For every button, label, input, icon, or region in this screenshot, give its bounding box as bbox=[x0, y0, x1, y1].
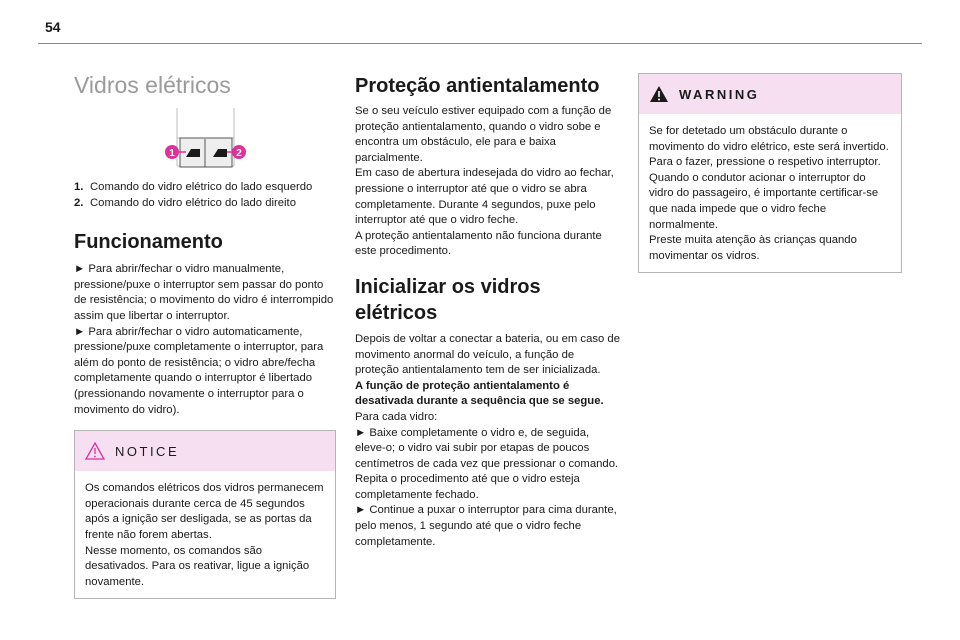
list-item bbox=[74, 180, 336, 196]
warning-paragraph-2: Quando o condutor acionar o interruptor do vidro do passageiro, é importante certificar-se que nada impede que o vidro feche normalmente. bbox=[649, 171, 879, 231]
callout-1-label: 1 bbox=[169, 148, 175, 159]
funcionamento-paragraph-2: ► Para abrir/fechar o vidro automaticamente, pressione/puxe completamente o interruptor, para além do ponto de resistência; o vidro abre/fecha completamente quando o interruptor é libertado (pressionando novamente o interruptor para o movimento do vidro). bbox=[74, 325, 324, 416]
list-item-number: 1. bbox=[74, 181, 84, 193]
warning-icon bbox=[649, 85, 669, 103]
list-item-text: Comando do vidro elétrico do lado direito bbox=[90, 196, 296, 209]
heading-protecao: Proteção antientalamento bbox=[355, 75, 600, 97]
warning-box bbox=[638, 73, 902, 273]
list-item bbox=[74, 196, 336, 212]
warning-paragraph-1: Se for detetado um obstáculo durante o movimento do vidro elétrico, este será invertido. Para o fazer, pressione o respetivo interruptor. bbox=[649, 125, 889, 169]
column-right bbox=[638, 70, 902, 273]
list-item-text: Comando do vidro elétrico do lado esquerdo bbox=[90, 181, 313, 193]
notice-body bbox=[75, 471, 335, 598]
inicializar-paragraph-1: Depois de voltar a conectar a bateria, ou em caso de movimento anormal do veículo, a função de proteção antientalamento tem de ser inicializada. bbox=[355, 332, 621, 377]
column-middle bbox=[355, 70, 620, 550]
window-switch-diagram bbox=[74, 106, 336, 170]
inicializar-paragraph-4: ► Continue a puxar o interruptor para cima durante, pelo menos, 1 segundo até que o vidro feche completamente. bbox=[355, 504, 617, 548]
heading-inicializar: Inicializar os vidros elétricos bbox=[355, 275, 541, 324]
window-switch-figure bbox=[74, 106, 336, 170]
warning-triangle-icon bbox=[85, 442, 105, 460]
page-title: Vidros elétricos bbox=[74, 72, 231, 98]
inicializar-bold-note: A função de proteção antientalamento é desativada durante a sequência que se segue. bbox=[355, 379, 604, 408]
callout-2-label: 2 bbox=[236, 148, 242, 159]
notice-paragraph-1: Os comandos elétricos dos vidros permanecem operacionais durante cerca de 45 segundos após a ignição ser desligada, se as portas da frente não forem abertas. bbox=[85, 482, 324, 541]
inicializar-paragraph-2: Para cada vidro: bbox=[355, 410, 438, 423]
header-rule bbox=[38, 43, 922, 44]
protecao-paragraph-1: Se o seu veículo estiver equipado com a função de proteção antientalamento, quando o vidro sobe e encontra um obstáculo, ele para e baixa parcialmente. bbox=[355, 105, 612, 164]
heading-funcionamento: Funcionamento bbox=[74, 231, 223, 254]
notice-box bbox=[74, 430, 336, 599]
funcionamento-paragraph-1: ► Para abrir/fechar o vidro manualmente, pressione/puxe o interruptor sem passar do ponto de resistência; o movimento do vidro é interrompido assim que libertar o interruptor. bbox=[74, 263, 334, 322]
notice-paragraph-2: Nesse momento, os comandos são desativados. Para os reativar, ligue a ignição novamente. bbox=[85, 544, 310, 588]
column-left bbox=[74, 70, 336, 599]
page-number: 54 bbox=[45, 19, 61, 35]
warning-paragraph-3: Preste muita atenção às crianças quando movimentar os vidros. bbox=[649, 234, 857, 262]
inicializar-paragraph-3: ► Baixe completamente o vidro e, de seguida, eleve-o; o vidro vai subir por etapas de poucos centímetros de cada vez que pressionar o comando. Repita o procedimento até que o vidro esteja completamente fechado. bbox=[355, 426, 619, 501]
warning-label: WARNING bbox=[679, 86, 760, 102]
list-item-number: 2. bbox=[74, 196, 84, 209]
warning-body bbox=[639, 114, 901, 272]
notice-label: NOTICE bbox=[115, 443, 180, 459]
protecao-paragraph-3: A proteção antientalamento não funciona durante este procedimento. bbox=[355, 229, 602, 258]
notice-header bbox=[75, 431, 335, 471]
switch-legend-list bbox=[74, 180, 336, 211]
warning-header bbox=[639, 74, 901, 114]
protecao-paragraph-2: Em caso de abertura indesejada do vidro ao fechar, pressione o interruptor até que o vidro se abra completamente. Durante 4 segundos, puxe pelo interruptor até que o vidro feche. bbox=[355, 167, 614, 227]
